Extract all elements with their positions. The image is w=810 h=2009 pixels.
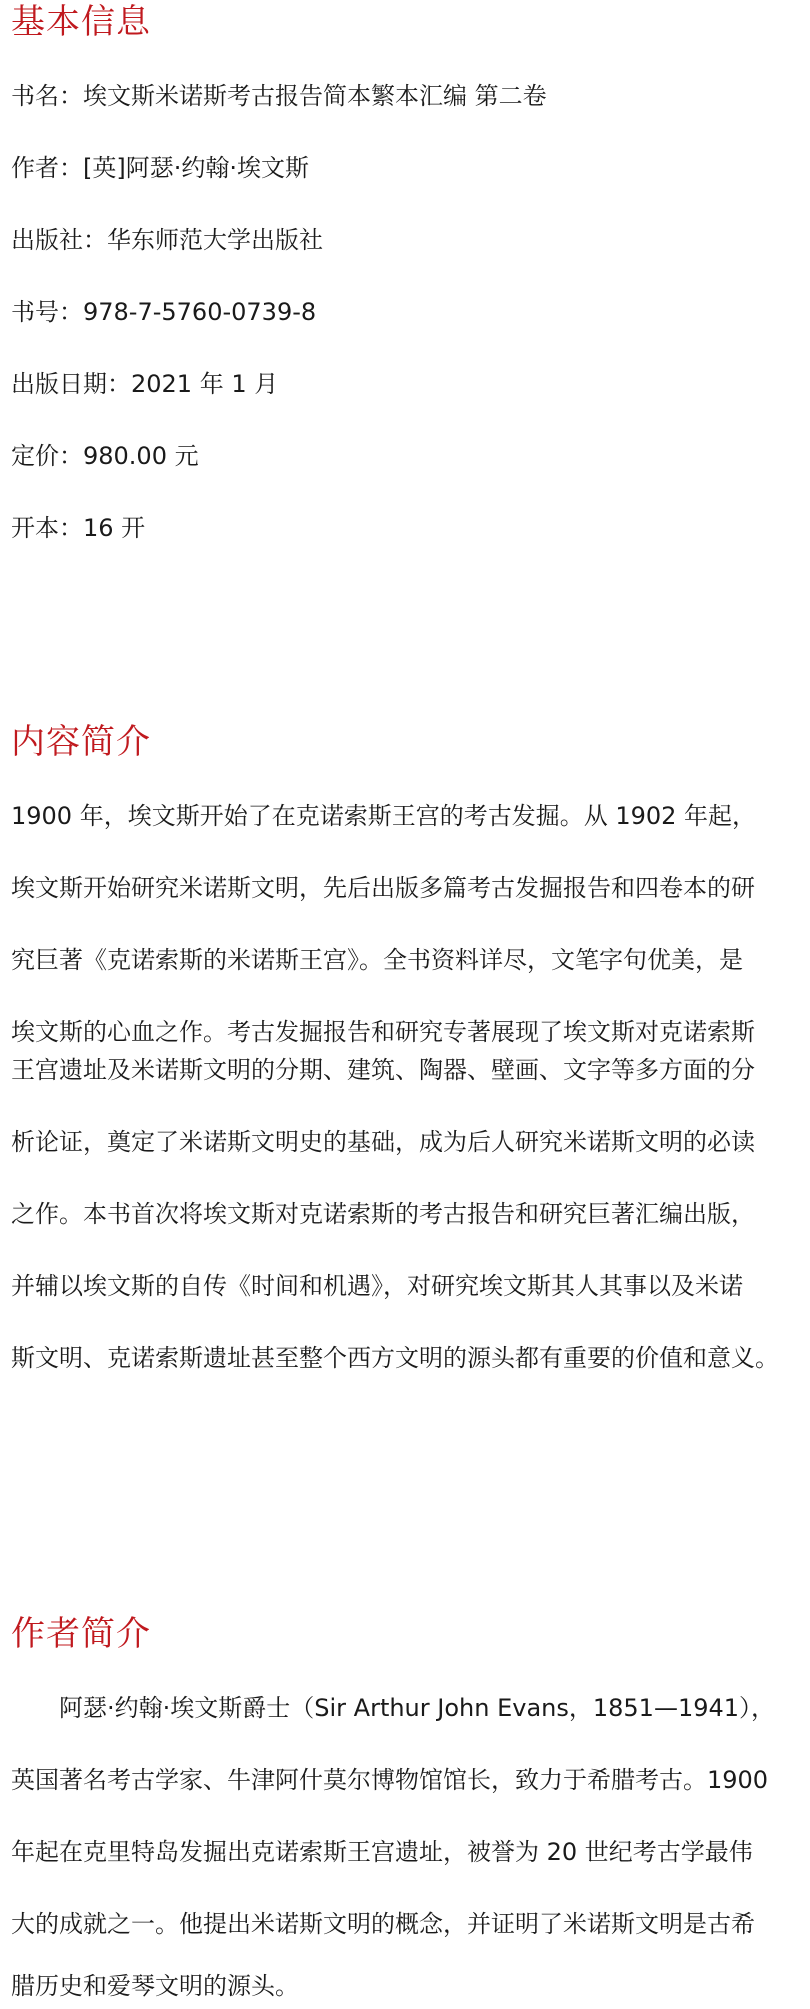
summary-line: 之作。本书首次将埃文斯对克诺索斯的考古报告和研究巨著汇编出版， (11, 1200, 755, 1228)
book-price-line: 定价：980.00 元 (11, 442, 199, 470)
book-format-line: 开本：16 开 (11, 514, 146, 542)
book-isbn-line: 书号：978-7-5760-0739-8 (11, 298, 317, 326)
summary-line: 埃文斯开始研究米诺斯文明，先后出版多篇考古发掘报告和四卷本的研 (11, 874, 755, 902)
summary-line: 并辅以埃文斯的自传《时间和机遇》，对研究埃文斯其人其事以及米诺 (11, 1272, 743, 1300)
summary-line: 王宫遗址及米诺斯文明的分期、建筑、陶器、壁画、文字等多方面的分 (11, 1056, 755, 1084)
author-line: 阿瑟·约翰·埃文斯爵士（Sir Arthur John Evans，1851—1941）， (11, 1694, 776, 1722)
book-title-line: 书名：埃文斯米诺斯考古报告简本繁本汇编 第二卷 (11, 82, 547, 110)
author-line: 腊历史和爱琴文明的源头。 (11, 1972, 299, 2000)
basic-info-heading: 基本信息 (11, 2, 151, 42)
summary-line: 埃文斯的心血之作。考古发掘报告和研究专著展现了埃文斯对克诺索斯 (11, 1018, 755, 1046)
book-pubdate-line: 出版日期：2021 年 1 月 (11, 370, 279, 398)
summary-line: 1900 年，埃文斯开始了在克诺索斯王宫的考古发掘。从 1902 年起， (11, 802, 757, 830)
book-publisher-line: 出版社：华东师范大学出版社 (11, 226, 323, 254)
summary-heading: 内容简介 (11, 722, 151, 762)
author-line: 年起在克里特岛发掘出克诺索斯王宫遗址，被誉为 20 世纪考古学最伟 (11, 1838, 753, 1866)
summary-line: 究巨著《克诺索斯的米诺斯王宫》。全书资料详尽，文笔字句优美，是 (11, 946, 743, 974)
author-line: 英国著名考古学家、牛津阿什莫尔博物馆馆长，致力于希腊考古。1900 (11, 1766, 769, 1794)
summary-line: 斯文明、克诺索斯遗址甚至整个西方文明的源头都有重要的价值和意义。 (11, 1344, 779, 1372)
author-heading: 作者简介 (11, 1614, 151, 1654)
author-line: 大的成就之一。他提出米诺斯文明的概念，并证明了米诺斯文明是古希 (11, 1910, 755, 1938)
book-author-line: 作者：[英]阿瑟·约翰·埃文斯 (11, 154, 309, 182)
summary-line: 析论证，奠定了米诺斯文明史的基础，成为后人研究米诺斯文明的必读 (11, 1128, 755, 1156)
